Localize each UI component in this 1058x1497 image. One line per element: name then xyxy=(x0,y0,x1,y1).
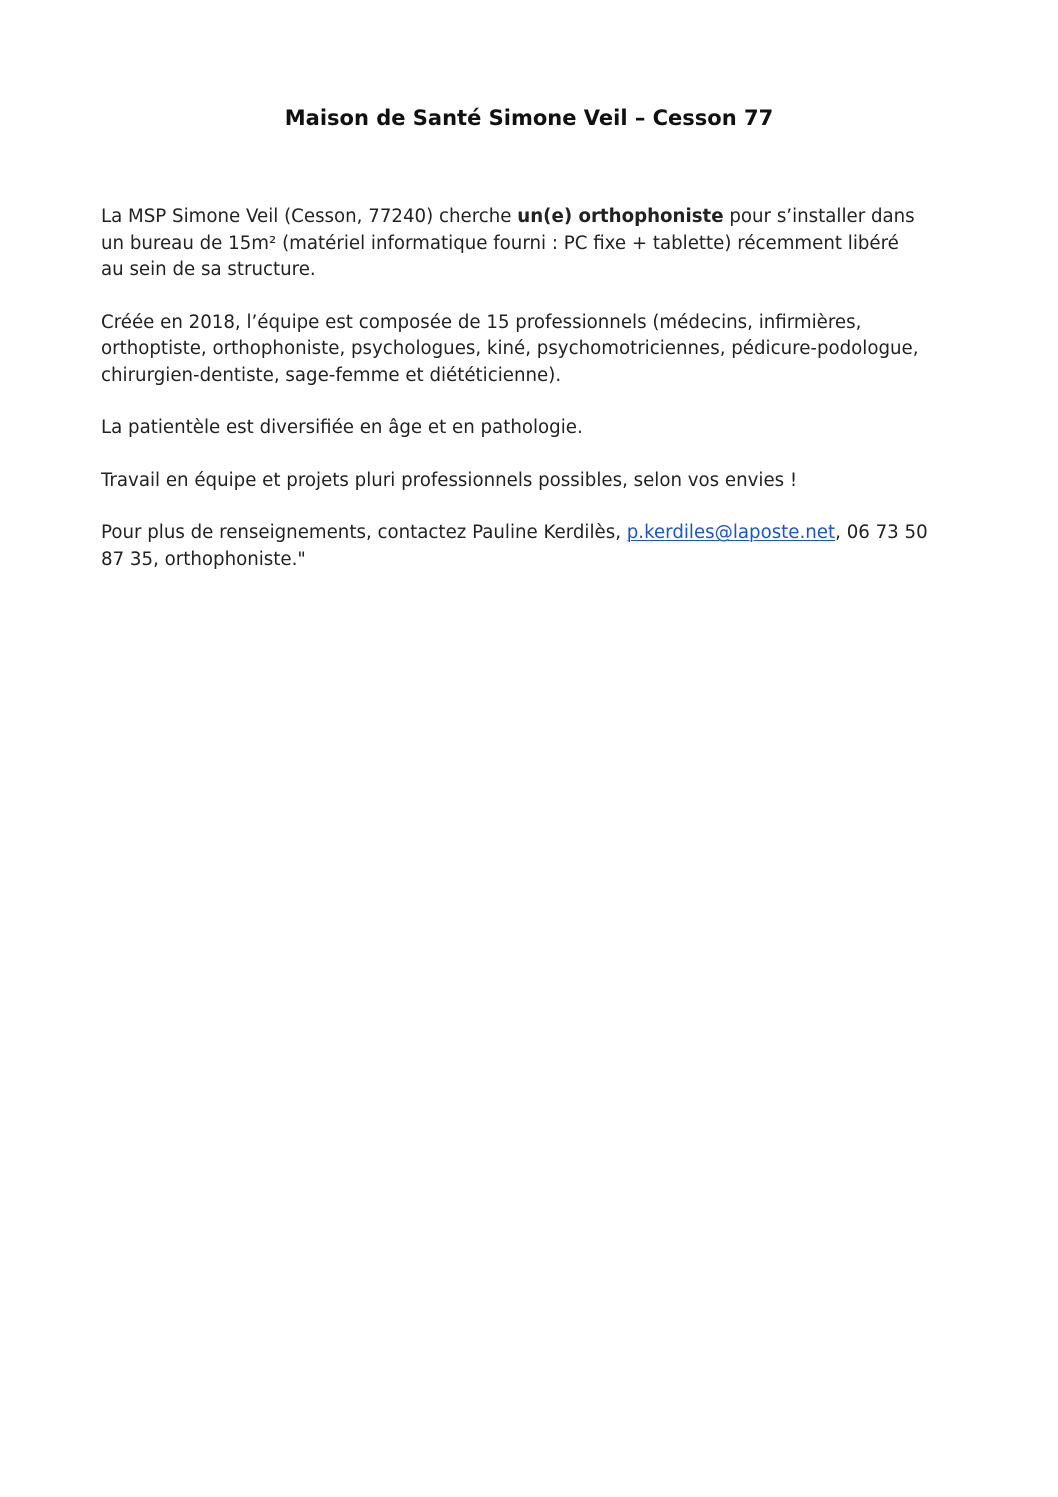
paragraph-patients xyxy=(101,415,971,442)
text-segment: Pour plus de renseignements, contactez Pauline Kerdilès, xyxy=(101,522,627,543)
paragraph-line xyxy=(101,204,971,231)
document-body xyxy=(101,204,971,599)
paragraph-line: orthoptiste, orthophoniste, psychologues, kiné, psychomotriciennes, pédicure-podologue, xyxy=(101,338,919,359)
paragraph-contact xyxy=(101,520,971,573)
paragraph-line: au sein de sa structure. xyxy=(101,259,316,280)
paragraph-line: un bureau de 15m² (matériel informatique fourni : PC fixe + tablette) récemment libéré xyxy=(101,232,899,254)
email-link[interactable]: p.kerdiles@laposte.net xyxy=(626,522,836,543)
paragraph-teamwork xyxy=(101,468,971,495)
paragraph-line xyxy=(101,520,971,547)
paragraph-team xyxy=(101,310,971,390)
paragraph-line: Travail en équipe et projets pluri professionnels possibles, selon vos envies ! xyxy=(101,469,798,491)
text-segment: pour s’installer dans xyxy=(723,206,915,227)
paragraph-job-offer xyxy=(101,204,971,284)
text-segment: La MSP Simone Veil (Cesson, 77240) cherche xyxy=(101,206,518,227)
bold-job-title: un(e) orthophoniste xyxy=(517,206,724,227)
paragraph-line: Créée en 2018, l’équipe est composée de 15 professionnels (médecins, infirmières, xyxy=(101,311,862,333)
paragraph-line: La patientèle est diversifiée en âge et en pathologie. xyxy=(101,417,583,438)
paragraph-line: 87 35, orthophoniste." xyxy=(101,548,306,570)
paragraph-line: chirurgien-dentiste, sage-femme et diététicienne). xyxy=(101,364,562,386)
document-title: Maison de Santé Simone Veil – Cesson 77 xyxy=(284,106,774,130)
text-segment: , 06 73 50 xyxy=(835,522,928,543)
